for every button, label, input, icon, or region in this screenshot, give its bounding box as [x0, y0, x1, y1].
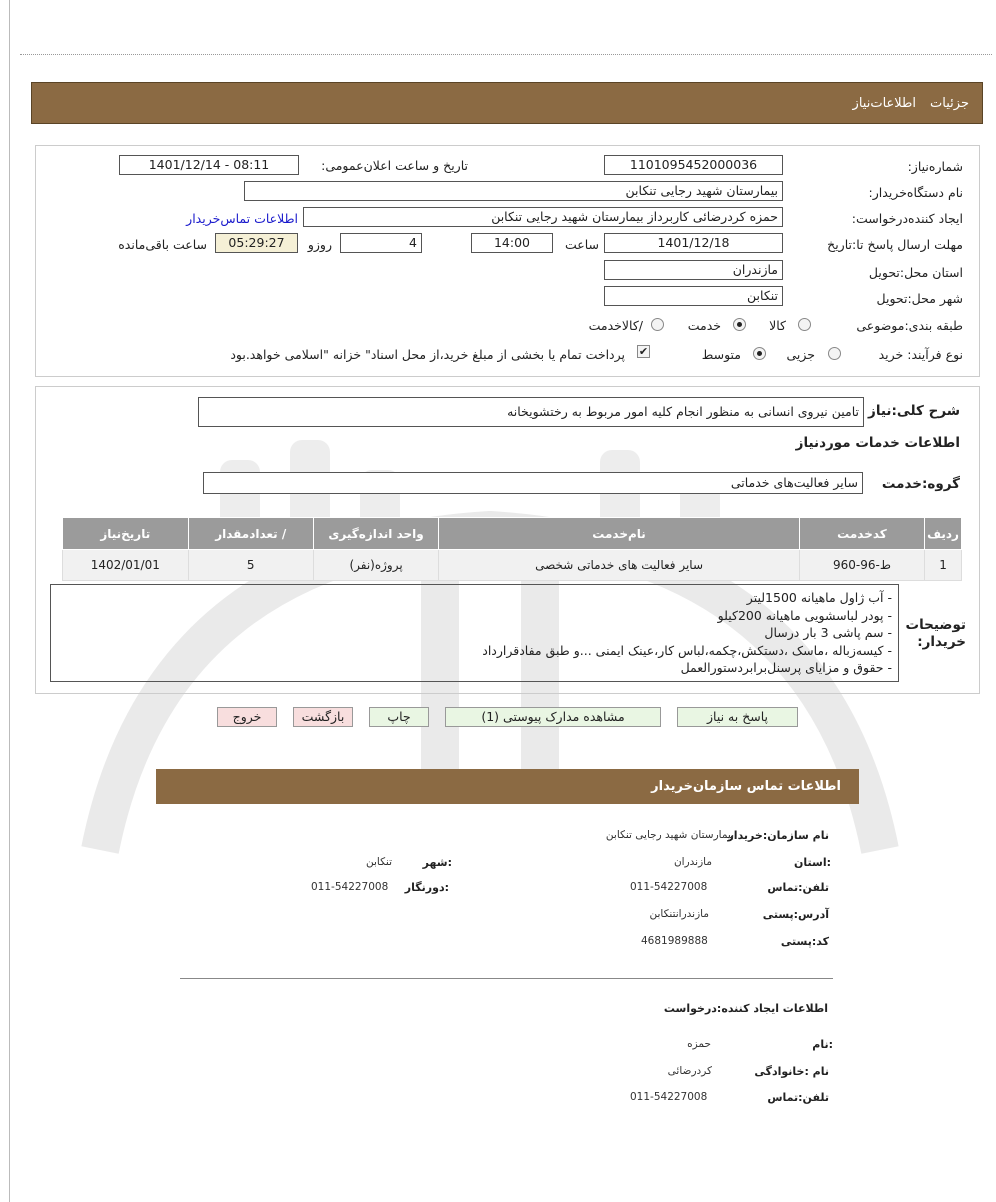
deadline-time-label: ساعت — [564, 237, 599, 252]
creator-family-label: نام :خانوادگی — [754, 1065, 829, 1078]
reply-button[interactable]: پاسخ به نیاز — [677, 707, 798, 727]
category-service-label: خدمت — [687, 318, 721, 333]
category-goods-radio[interactable] — [798, 318, 811, 331]
need-number-label: شماره‌نیاز: — [907, 159, 963, 174]
buyer-note-line: - آب ژاول ماهیانه 1500لیتر — [746, 590, 892, 605]
days-label: روزو — [307, 237, 332, 252]
process-medium-label: متوسط — [701, 347, 741, 362]
contact-header — [156, 769, 859, 804]
process-minor-label: جزیی — [786, 347, 815, 362]
contact-divider — [180, 978, 833, 979]
col-quantity: / تعدادمقدار — [188, 518, 313, 550]
back-button[interactable]: بازگشت — [293, 707, 353, 727]
buyer-org-label: نام دستگاه‌خریدار: — [868, 185, 963, 200]
cell-service-name: سایر فعالیت های خدماتی شخصی — [439, 550, 800, 581]
creator-name-value: حمزه — [687, 1038, 711, 1050]
process-minor-radio[interactable] — [828, 347, 841, 360]
process-label: نوع فرآیند: خرید — [878, 347, 963, 362]
province-label: استان محل:تحویل — [868, 265, 963, 280]
process-medium-radio[interactable] — [753, 347, 766, 360]
service-group-label: گروه:خدمت — [881, 476, 960, 492]
services-heading: اطلاعات خدمات موردنیاز — [795, 435, 960, 451]
contact-fax-label: :دورنگار — [404, 881, 449, 894]
creator-label: ایجاد کننده‌درخواست: — [851, 211, 963, 226]
table-header-row — [63, 518, 962, 550]
creator-field: حمزه کردرضائی کاربرداز بیمارستان شهید رجایی تنکابن — [303, 207, 783, 227]
general-desc-label: شرح کلی:نیاز — [868, 403, 960, 419]
tab-need-info[interactable]: اطلاعات‌نیاز — [852, 96, 916, 111]
buyer-org-field: بیمارستان شهید رجایی تنکابن — [244, 181, 783, 201]
general-desc-field: تامین نیروی انسانی به منظور انجام کلیه امور مربوط به رختشویخانه — [198, 397, 864, 427]
category-label: طبقه بندی:موضوعی — [856, 318, 963, 333]
contact-title: اطلاعات تماس سازمان‌خریدار — [651, 779, 841, 794]
creator-info-title: اطلاعات ایجاد کننده:درخواست — [663, 1002, 828, 1015]
buyer-note-line: - حقوق و مزایای پرسنل‌برابردستورالعمل — [680, 660, 892, 675]
category-goods-service-radio[interactable] — [651, 318, 664, 331]
services-table — [62, 517, 962, 581]
announce-label: تاریخ و ساعت اعلان‌عمومی: — [321, 158, 468, 173]
days-field: 4 — [340, 233, 422, 253]
exit-button[interactable]: خروج — [217, 707, 277, 727]
contact-postal-value: 4681989888 — [641, 935, 708, 947]
need-number-field: 1101095452000036 — [604, 155, 783, 175]
col-service-name: نام‌خدمت — [439, 518, 800, 550]
buyer-contact-link[interactable]: اطلاعات تماس‌خریدار — [186, 211, 298, 226]
print-button[interactable]: چاپ — [369, 707, 429, 727]
announce-field: 1401/12/14 - 08:11 — [119, 155, 299, 175]
city-field: تنکابن — [604, 286, 783, 306]
province-field: مازندران — [604, 260, 783, 280]
buyer-note-line: - سم پاشی 3 بار درسال — [764, 625, 892, 640]
city-label: شهر محل:تحویل — [876, 291, 963, 306]
table-row — [63, 550, 962, 581]
deadline-time-field: 14:00 — [471, 233, 553, 253]
cell-service-code: ط-96-960 — [799, 550, 924, 581]
creator-family-value: کردرضائی — [667, 1065, 712, 1077]
contact-phone-value: 011-54227008 — [630, 881, 708, 893]
contact-province-label: :استان — [794, 856, 831, 869]
contact-address-value: مازندرانتنکابن — [649, 908, 709, 920]
need-info-header — [31, 82, 983, 124]
contact-city-label: :شهر — [422, 856, 452, 869]
deadline-label: مهلت ارسال پاسخ تا:تاریخ — [827, 237, 963, 252]
contact-postal-label: کد:پستی — [780, 935, 829, 948]
remaining-time-field: 05:29:27 — [215, 233, 298, 253]
remaining-label: ساعت باقی‌مانده — [118, 237, 207, 252]
col-service-code: کدخدمت — [799, 518, 924, 550]
category-service-radio[interactable] — [733, 318, 746, 331]
cell-need-date: 1402/01/01 — [63, 550, 189, 581]
category-goods-label: کالا — [769, 318, 786, 333]
buyer-note-line: - کیسه‌زباله ،ماسک ،دستکش،چکمه،لباس کار،عینک ایمنی ...و طبق مفادقرارداد — [482, 642, 892, 658]
cell-quantity: 5 — [188, 550, 313, 581]
top-dotted-divider — [20, 54, 992, 55]
cell-unit: پروژه(نفر) — [313, 550, 438, 581]
creator-name-label: :نام — [812, 1038, 833, 1051]
contact-city-value: تنکابن — [365, 856, 392, 868]
buyer-notes-box — [50, 584, 899, 682]
contact-address-label: آدرس:پستی — [762, 908, 829, 921]
contact-org-value: بیمارستان شهید رجایی تنکابن — [605, 829, 734, 841]
buyer-note-line: - پودر لباسشویی ماهیانه 200کیلو — [717, 607, 892, 623]
contact-phone-label: تلفن:تماس — [767, 881, 829, 894]
col-need-date: تاریخ‌نیاز — [63, 518, 189, 550]
page-left-border — [9, 0, 10, 1202]
col-unit: واحد اندازه‌گیری — [313, 518, 438, 550]
attachments-button[interactable]: مشاهده مدارک پیوستی (1) — [445, 707, 661, 727]
contact-province-value: مازندران — [673, 856, 712, 868]
col-row: ردیف — [925, 518, 962, 550]
deadline-date-field: 1401/12/18 — [604, 233, 783, 253]
creator-phone-label: تلفن:تماس — [767, 1091, 829, 1104]
contact-fax-value: 011-54227008 — [311, 881, 389, 893]
service-group-field: سایر فعالیت‌های خدماتی — [203, 472, 863, 494]
buyer-notes-label: توضیحات خریدار: — [905, 617, 966, 650]
cell-row: 1 — [925, 550, 962, 581]
tab-details[interactable]: جزئیات — [930, 96, 969, 111]
treasury-payment-note: پرداخت تمام یا بخشی از مبلغ خرید،از محل اسناد" خزانه "اسلامی خواهد.بود — [230, 347, 625, 362]
treasury-payment-checkbox[interactable]: ✔ — [638, 345, 649, 358]
need-info-panel — [35, 145, 980, 377]
creator-phone-value: 011-54227008 — [630, 1091, 708, 1103]
category-goods-service-label: /کالاخدمت — [588, 318, 643, 333]
contact-org-label: نام سازمان:خریدار — [727, 829, 829, 842]
